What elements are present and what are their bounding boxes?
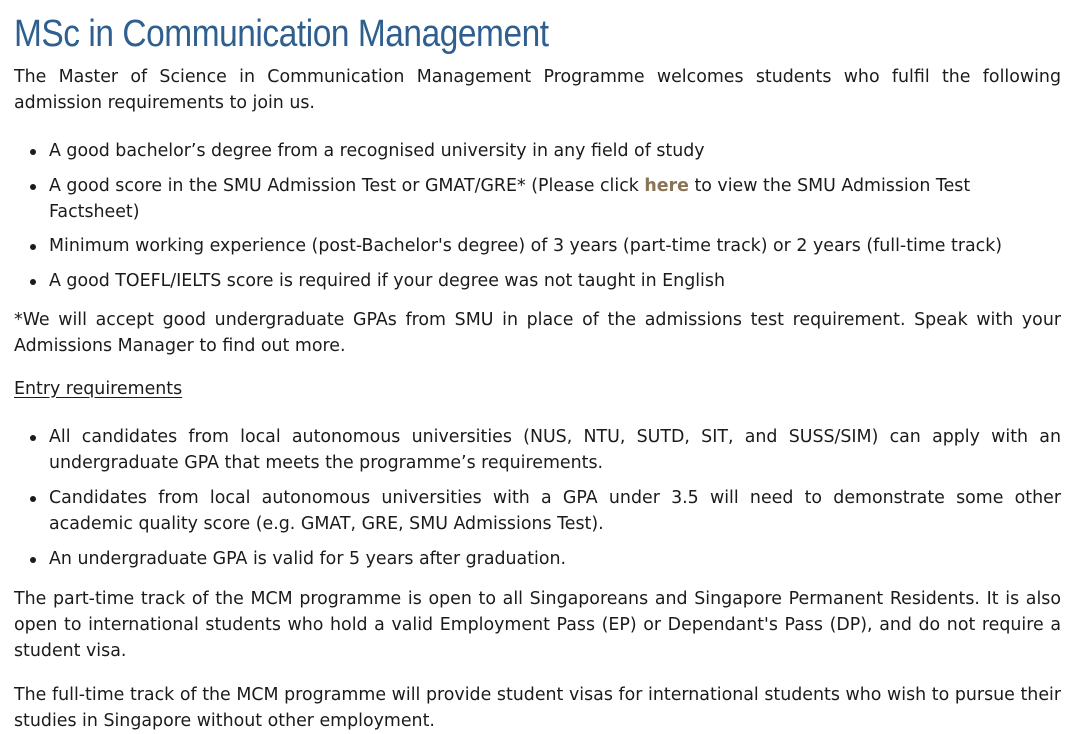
list-item: An undergraduate GPA is valid for 5 years after graduation. (49, 546, 1061, 572)
entry-requirements-heading (14, 376, 1061, 402)
list-item (49, 173, 1061, 225)
list-item: Candidates from local autonomous universities with a GPA under 3.5 will need to demonstrate some other academic quality score (e.g. GMAT, GRE, SMU Admissions Test). (49, 485, 1061, 537)
list-item: Minimum working experience (post-Bachelor's degree) of 3 years (part-time track) or 2 years (full-time track) (49, 233, 1061, 259)
list-item: A good TOEFL/IELTS score is required if your degree was not taught in English (49, 268, 1061, 294)
factsheet-link[interactable]: here (644, 175, 689, 196)
page-title: MSc in Communication Management (14, 13, 549, 55)
list-item: A good bachelor’s degree from a recognised university in any field of study (49, 138, 1061, 164)
list-item-text: to view the SMU Admission Test Factsheet) (49, 175, 971, 222)
full-time-paragraph: The full-time track of the MCM programme will provide student visas for international students who wish to pursue their studies in Singapore without other employment. (14, 684, 1061, 731)
list-item-text: A good score in the SMU Admission Test or GMAT/GRE* (Please click (49, 175, 645, 196)
part-time-paragraph: The part-time track of the MCM programme is open to all Singaporeans and Singapore Permanent Residents. It is also open to international students who hold a valid Employment Pass (EP) or Dependant's Pass (DP), and do not require a student visa. (14, 588, 1061, 661)
list-item: All candidates from local autonomous universities (NUS, NTU, SUTD, SIT, and SUSS/SIM) can apply with an undergraduate GPA that meets the programme’s requirements. (49, 424, 1061, 476)
gpa-note: *We will accept good undergraduate GPAs from SMU in place of the admissions test requirement. Speak with your Admissions Manager to find out more. (14, 309, 1061, 356)
intro-paragraph: The Master of Science in Communication Management Programme welcomes students who fulfil the following admission requirements to join us. (14, 67, 1061, 113)
entry-requirements-list (14, 424, 1061, 572)
admission-requirements-list (14, 138, 1061, 294)
entry-heading-text: Entry requirements (14, 378, 183, 399)
